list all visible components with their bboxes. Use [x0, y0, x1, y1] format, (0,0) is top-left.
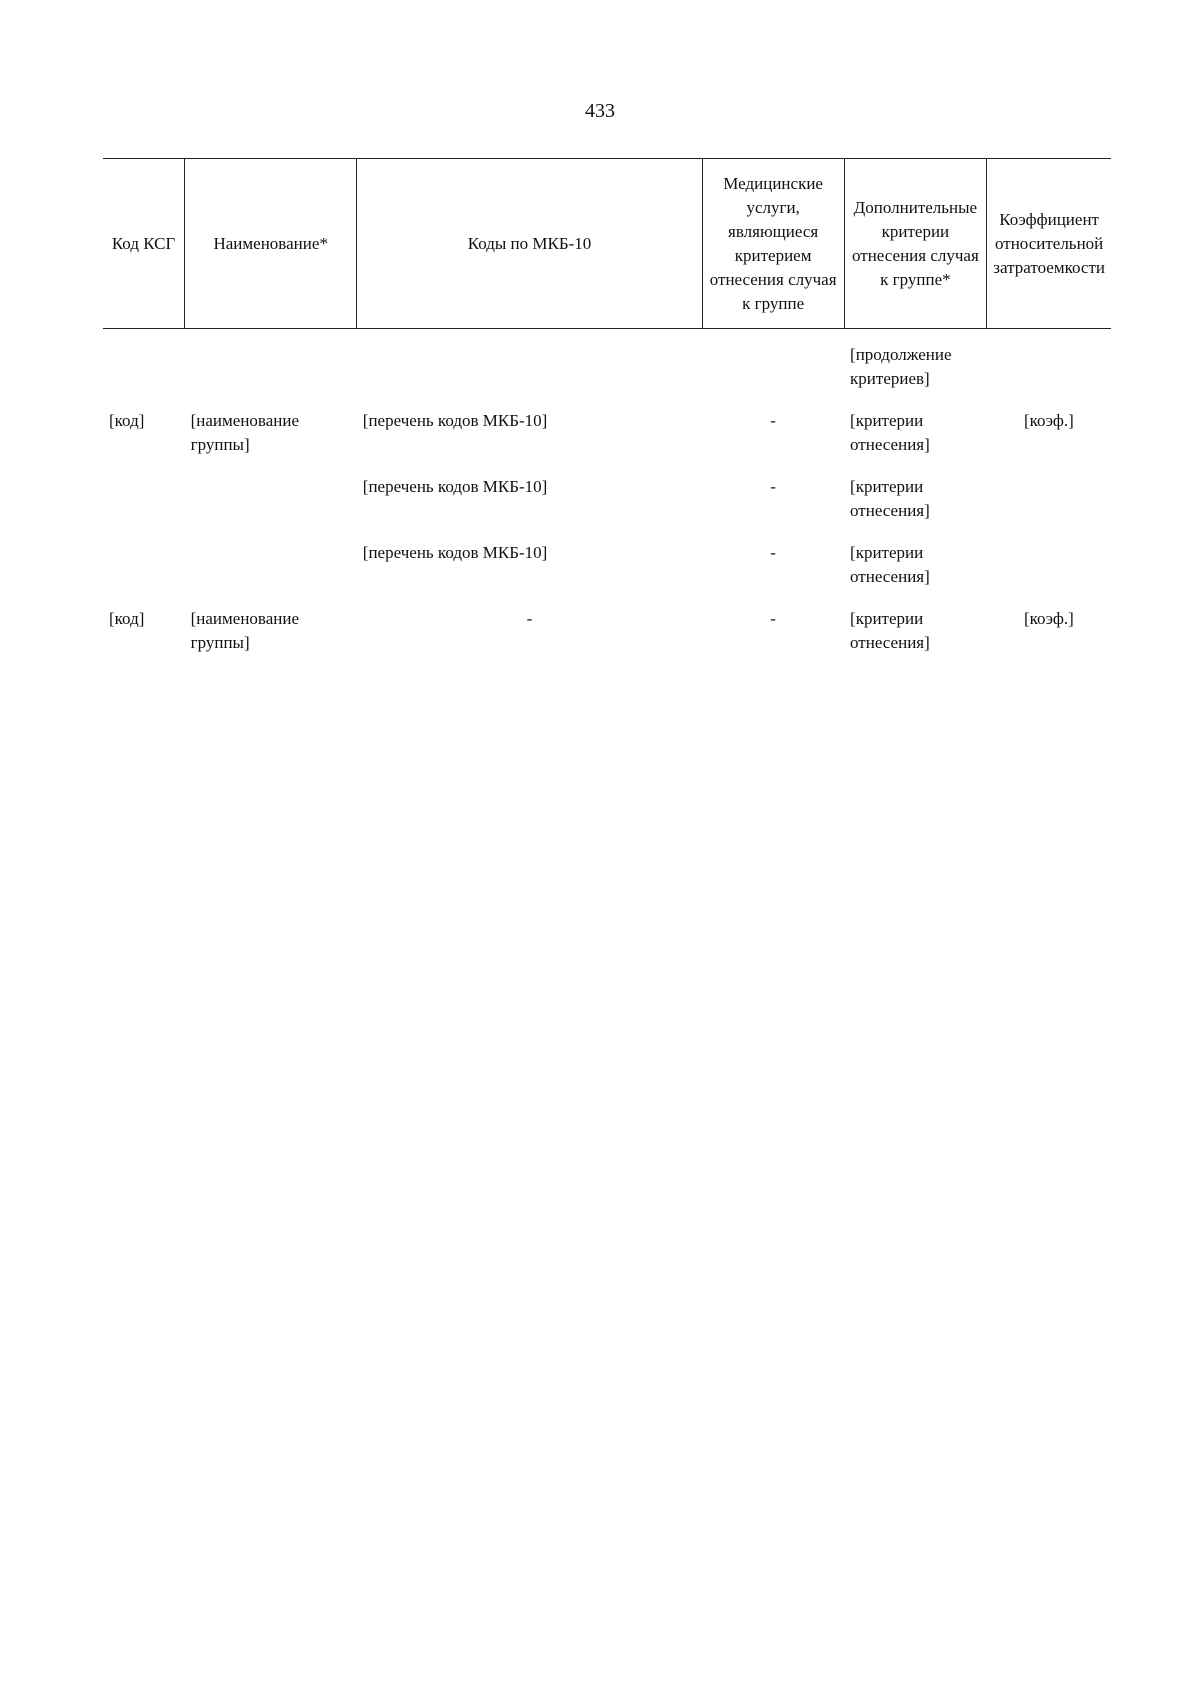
cell-coef: [коэф.] [1023, 609, 1074, 628]
cell-coef [987, 527, 1111, 593]
table-row [103, 461, 1111, 527]
cell-icd: [перечень кодов МКБ-10] [362, 543, 548, 562]
page-number: 433 [585, 100, 615, 122]
table-row [103, 593, 1111, 659]
cell-icd: [перечень кодов МКБ-10] [362, 477, 548, 496]
table-row [103, 527, 1111, 593]
cell-icd: - [526, 609, 533, 628]
header-icd: Коды по МКБ-10 [357, 159, 702, 329]
header-services: Медицинские услуги, являющиеся критерием отнесения случая к группе [702, 159, 844, 329]
header-name: Наименование* [185, 159, 357, 329]
cell-services: - [770, 477, 776, 496]
cell-criteria: [критерии отнесения] [850, 543, 930, 586]
cell-criteria: [критерии отнесения] [850, 411, 930, 454]
cell-services: - [770, 411, 776, 430]
cell-criteria: [продолжение критериев] [850, 345, 952, 388]
cell-name: [наименование группы] [190, 609, 300, 652]
header-criteria: Дополнительные критерии отнесения случая к группе* [844, 159, 987, 329]
ksg-table [103, 158, 1111, 659]
table-row [103, 395, 1111, 461]
cell-icd [357, 329, 702, 396]
header-coef: Коэффициент относительной затратоемкости [987, 159, 1111, 329]
cell-services: - [770, 543, 776, 562]
cell-coef [987, 329, 1111, 396]
cell-name [185, 527, 357, 593]
cell-coef [987, 461, 1111, 527]
cell-code [103, 329, 185, 396]
header-code: Код КСГ [103, 159, 185, 329]
cell-code [103, 461, 185, 527]
cell-code: [код] [109, 411, 145, 430]
cell-criteria: [критерии отнесения] [850, 609, 930, 652]
cell-coef: [коэф.] [1023, 411, 1074, 430]
cell-criteria: [критерии отнесения] [850, 477, 930, 520]
table-row [103, 329, 1111, 396]
cell-name [185, 461, 357, 527]
cell-icd: [перечень кодов МКБ-10] [362, 411, 548, 430]
cell-code: [код] [109, 609, 145, 628]
cell-name: [наименование группы] [190, 411, 300, 454]
cell-name [185, 329, 357, 396]
cell-services: - [770, 609, 776, 628]
cell-services [702, 329, 844, 396]
cell-code [103, 527, 185, 593]
